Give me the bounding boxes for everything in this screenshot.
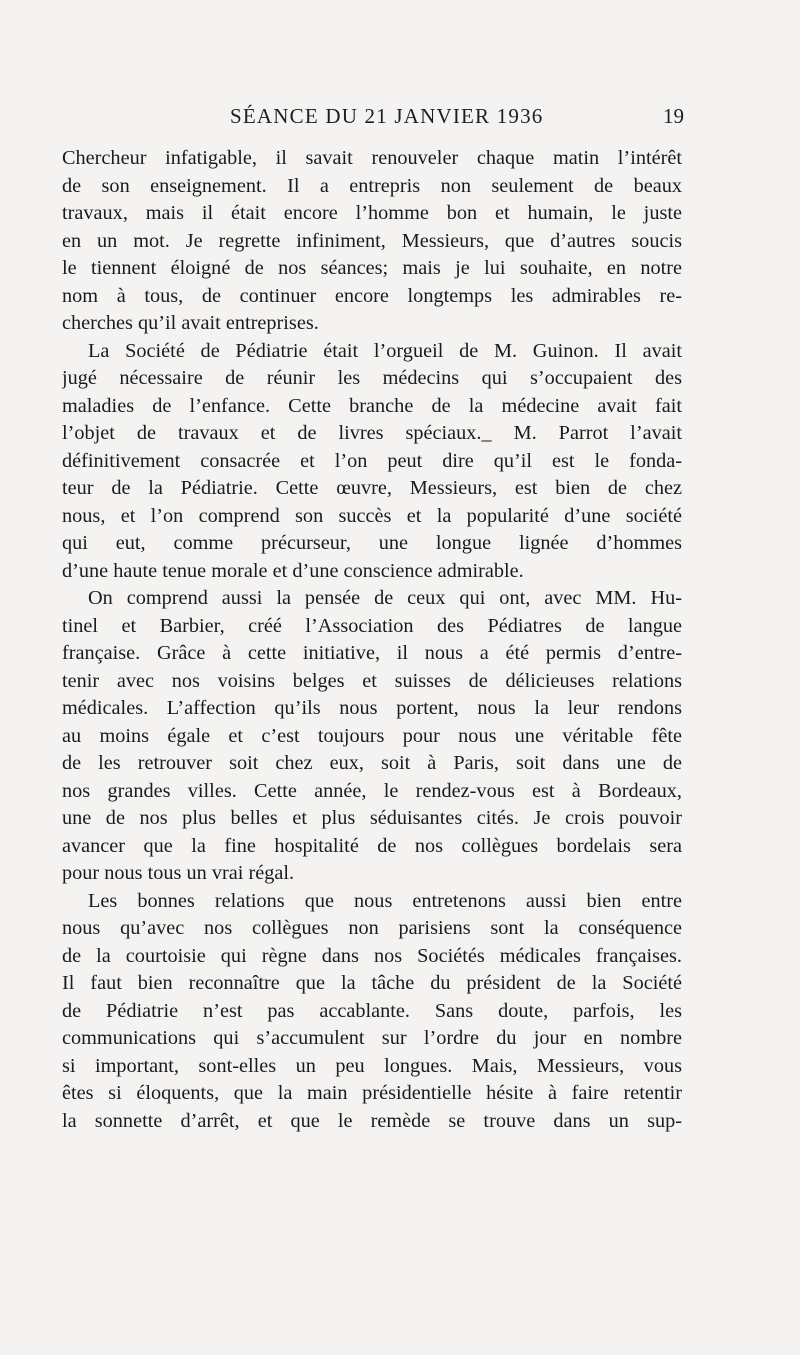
text-line: définitivement consacrée et l’on peut dire qu’il est le fonda- <box>62 449 682 472</box>
text-line: êtes si éloquents, que la main présidentielle hésite à faire retentir <box>62 1082 682 1104</box>
text-line: en un mot. Je regrette infiniment, Messieurs, que d’autres soucis <box>62 229 682 252</box>
running-head: SÉANCE DU 21 JANVIER 1936 <box>230 104 544 128</box>
page-number: 19 <box>663 104 684 128</box>
text-line: teur de la Pédiatrie. Cette œuvre, Messieurs, est bien de chez <box>62 477 682 499</box>
text-line: l’objet de travaux et de livres spéciaux._ M. Parrot l’avait <box>62 422 682 444</box>
text-line: de la courtoisie qui règne dans nos Sociétés médicales françaises. <box>62 944 682 967</box>
text-line: d’une haute tenue morale et d’une conscience admirable. <box>62 559 524 582</box>
text-line: travaux, mais il était encore l’homme bon et humain, le juste <box>62 202 682 224</box>
text-line: de son enseignement. Il a entrepris non seulement de beaux <box>62 174 682 197</box>
text-line: Chercheur infatigable, il savait renouveler chaque matin l’intérêt <box>62 147 682 169</box>
text-line: si important, sont-elles un peu longues. Mais, Messieurs, vous <box>62 1054 682 1077</box>
text-line: nom à tous, de continuer encore longtemps les admirables re- <box>62 284 682 307</box>
text-line: qui eut, comme précurseur, une longue lignée d’hommes <box>62 532 682 554</box>
page-header <box>62 104 684 134</box>
text-line: de les retrouver soit chez eux, soit à Paris, soit dans une de <box>62 752 682 774</box>
text-line: maladies de l’enfance. Cette branche de la médecine avait fait <box>62 394 682 417</box>
body-text <box>62 145 682 1135</box>
text-line: tinel et Barbier, créé l’Association des Pédiatres de langue <box>62 614 682 637</box>
text-line: médicales. L’affection qu’ils nous portent, nous la leur rendons <box>62 697 682 719</box>
text-line: tenir avec nos voisins belges et suisses de délicieuses relations <box>62 669 682 692</box>
text-line: On comprend aussi la pensée de ceux qui ont, avec MM. Hu- <box>88 587 682 609</box>
text-line: avancer que la fine hospitalité de nos collègues bordelais sera <box>62 834 682 857</box>
text-line: de Pédiatrie n’est pas accablante. Sans doute, parfois, les <box>62 999 682 1022</box>
text-line: nous qu’avec nos collègues non parisiens sont la conséquence <box>62 917 682 939</box>
text-line: jugé nécessaire de réunir les médecins qui s’occupaient des <box>62 367 682 389</box>
text-line: nos grandes villes. Cette année, le rendez-vous est à Bordeaux, <box>62 779 682 802</box>
text-line: au moins égale et c’est toujours pour nous une véritable fête <box>62 724 682 747</box>
text-line: cherches qu’il avait entreprises. <box>62 312 319 334</box>
text-line: française. Grâce à cette initiative, il nous a été permis d’entre- <box>62 642 682 664</box>
text-line: la sonnette d’arrêt, et que le remède se trouve dans un sup- <box>62 1109 682 1132</box>
text-line: Il faut bien reconnaître que la tâche du président de la Société <box>62 972 682 994</box>
text-line: La Société de Pédiatrie était l’orgueil de M. Guinon. Il avait <box>88 339 682 362</box>
text-line: Les bonnes relations que nous entretenons aussi bien entre <box>88 889 682 912</box>
text-line: nous, et l’on comprend son succès et la popularité d’une société <box>62 504 682 527</box>
text-line: une de nos plus belles et plus séduisantes cités. Je crois pouvoir <box>62 807 682 829</box>
text-line: le tiennent éloigné de nos séances; mais je lui souhaite, en notre <box>62 257 682 279</box>
text-line: pour nous tous un vrai régal. <box>62 862 295 884</box>
text-line: communications qui s’accumulent sur l’ordre du jour en nombre <box>62 1027 682 1049</box>
